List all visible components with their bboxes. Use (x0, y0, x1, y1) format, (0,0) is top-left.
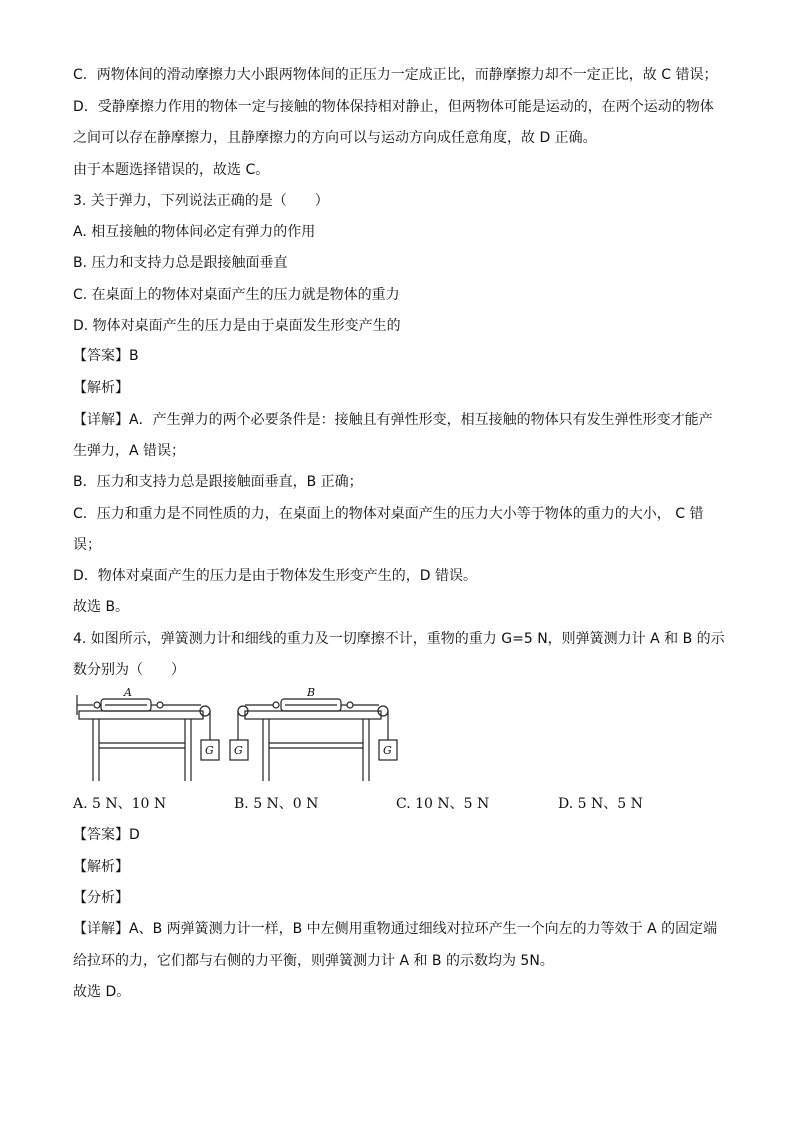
label-b: B (307, 686, 316, 699)
text-line: 故选 B。 (73, 599, 130, 615)
analysis-label: 【解析】 (73, 380, 129, 396)
option-a: A. 相互接触的物体间必定有弹力的作用 (73, 224, 316, 240)
option-d: D. 5 N、5 N (558, 796, 643, 812)
text-line: D．物体对桌面产生的压力是由于物体发生形变产生的，D 错误。 (73, 568, 478, 584)
table-a-top (79, 711, 203, 719)
text-line: 之间可以存在静摩擦力，且静摩擦力的方向可以与运动方向成任意角度，故 D 正确。 (73, 130, 597, 146)
text-line: 【详解】A．产生弹力的两个必要条件是：接触且有弹性形变，相互接触的物体只有发生弹性形变才能产 (73, 412, 713, 428)
spring-scale-figure (73, 685, 403, 785)
option-d: D. 物体对桌面产生的压力是由于桌面发生形变产生的 (73, 318, 401, 334)
text-line: D．受静摩擦力作用的物体一定与接触的物体保持相对静止，但两物体可能是运动的，在两个运动的物体 (73, 99, 714, 115)
table-b-top (245, 711, 381, 719)
weight-label: G (383, 744, 392, 757)
text-line: 【详解】A、B 两弹簧测力计一样，B 中左侧用重物通过细线对拉环产生一个向左的力等效于 A 的固定端 (73, 921, 718, 937)
weight-label: G (205, 744, 214, 757)
text-line: B．压力和支持力总是跟接触面垂直，B 正确； (73, 474, 363, 490)
question-4-options (73, 793, 713, 815)
option-c: C. 10 N、5 N (396, 796, 490, 812)
text-line: C．压力和重力是不同性质的力，在桌面上的物体对桌面产生的压力大小等于物体的重力的大小， C 错 (73, 506, 704, 522)
option-b: B. 5 N、0 N (234, 796, 319, 812)
option-c: C. 在桌面上的物体对桌面产生的压力就是物体的重力 (73, 287, 400, 303)
text-line: 故选 D。 (73, 984, 131, 1000)
analysis-subtitle: 【分析】 (73, 890, 129, 906)
answer-label: 【答案】D (73, 827, 140, 843)
option-a: A. 5 N、10 N (73, 796, 167, 812)
text-line: 由于本题选择错误的，故选 C。 (73, 162, 270, 178)
weight-label: G (234, 744, 243, 757)
analysis-label: 【解析】 (73, 859, 129, 875)
option-b: B. 压力和支持力总是跟接触面垂直 (73, 255, 288, 271)
question-4-stem: 4. 如图所示，弹簧测力计和细线的重力及一切摩擦不计，重物的重力 G=5 N，则弹簧测力计 A 和 B 的示 (73, 631, 725, 647)
text-line: 生弹力，A 错误； (73, 443, 186, 459)
text-line: 数分别为（ ） (73, 662, 185, 678)
answer-label: 【答案】B (73, 348, 139, 364)
text-line: C．两物体间的滑动摩擦力大小跟两物体间的正压力一定成正比，而静摩擦力却不一定正比，故 C 错误； (73, 67, 718, 83)
label-a: A (124, 686, 132, 699)
question-3-stem: 3. 关于弹力，下列说法正确的是（ ） (73, 193, 329, 209)
text-line: 误； (73, 537, 101, 553)
text-line: 给拉环的力，它们都与右侧的力平衡，则弹簧测力计 A 和 B 的示数均为 5N。 (73, 953, 554, 969)
